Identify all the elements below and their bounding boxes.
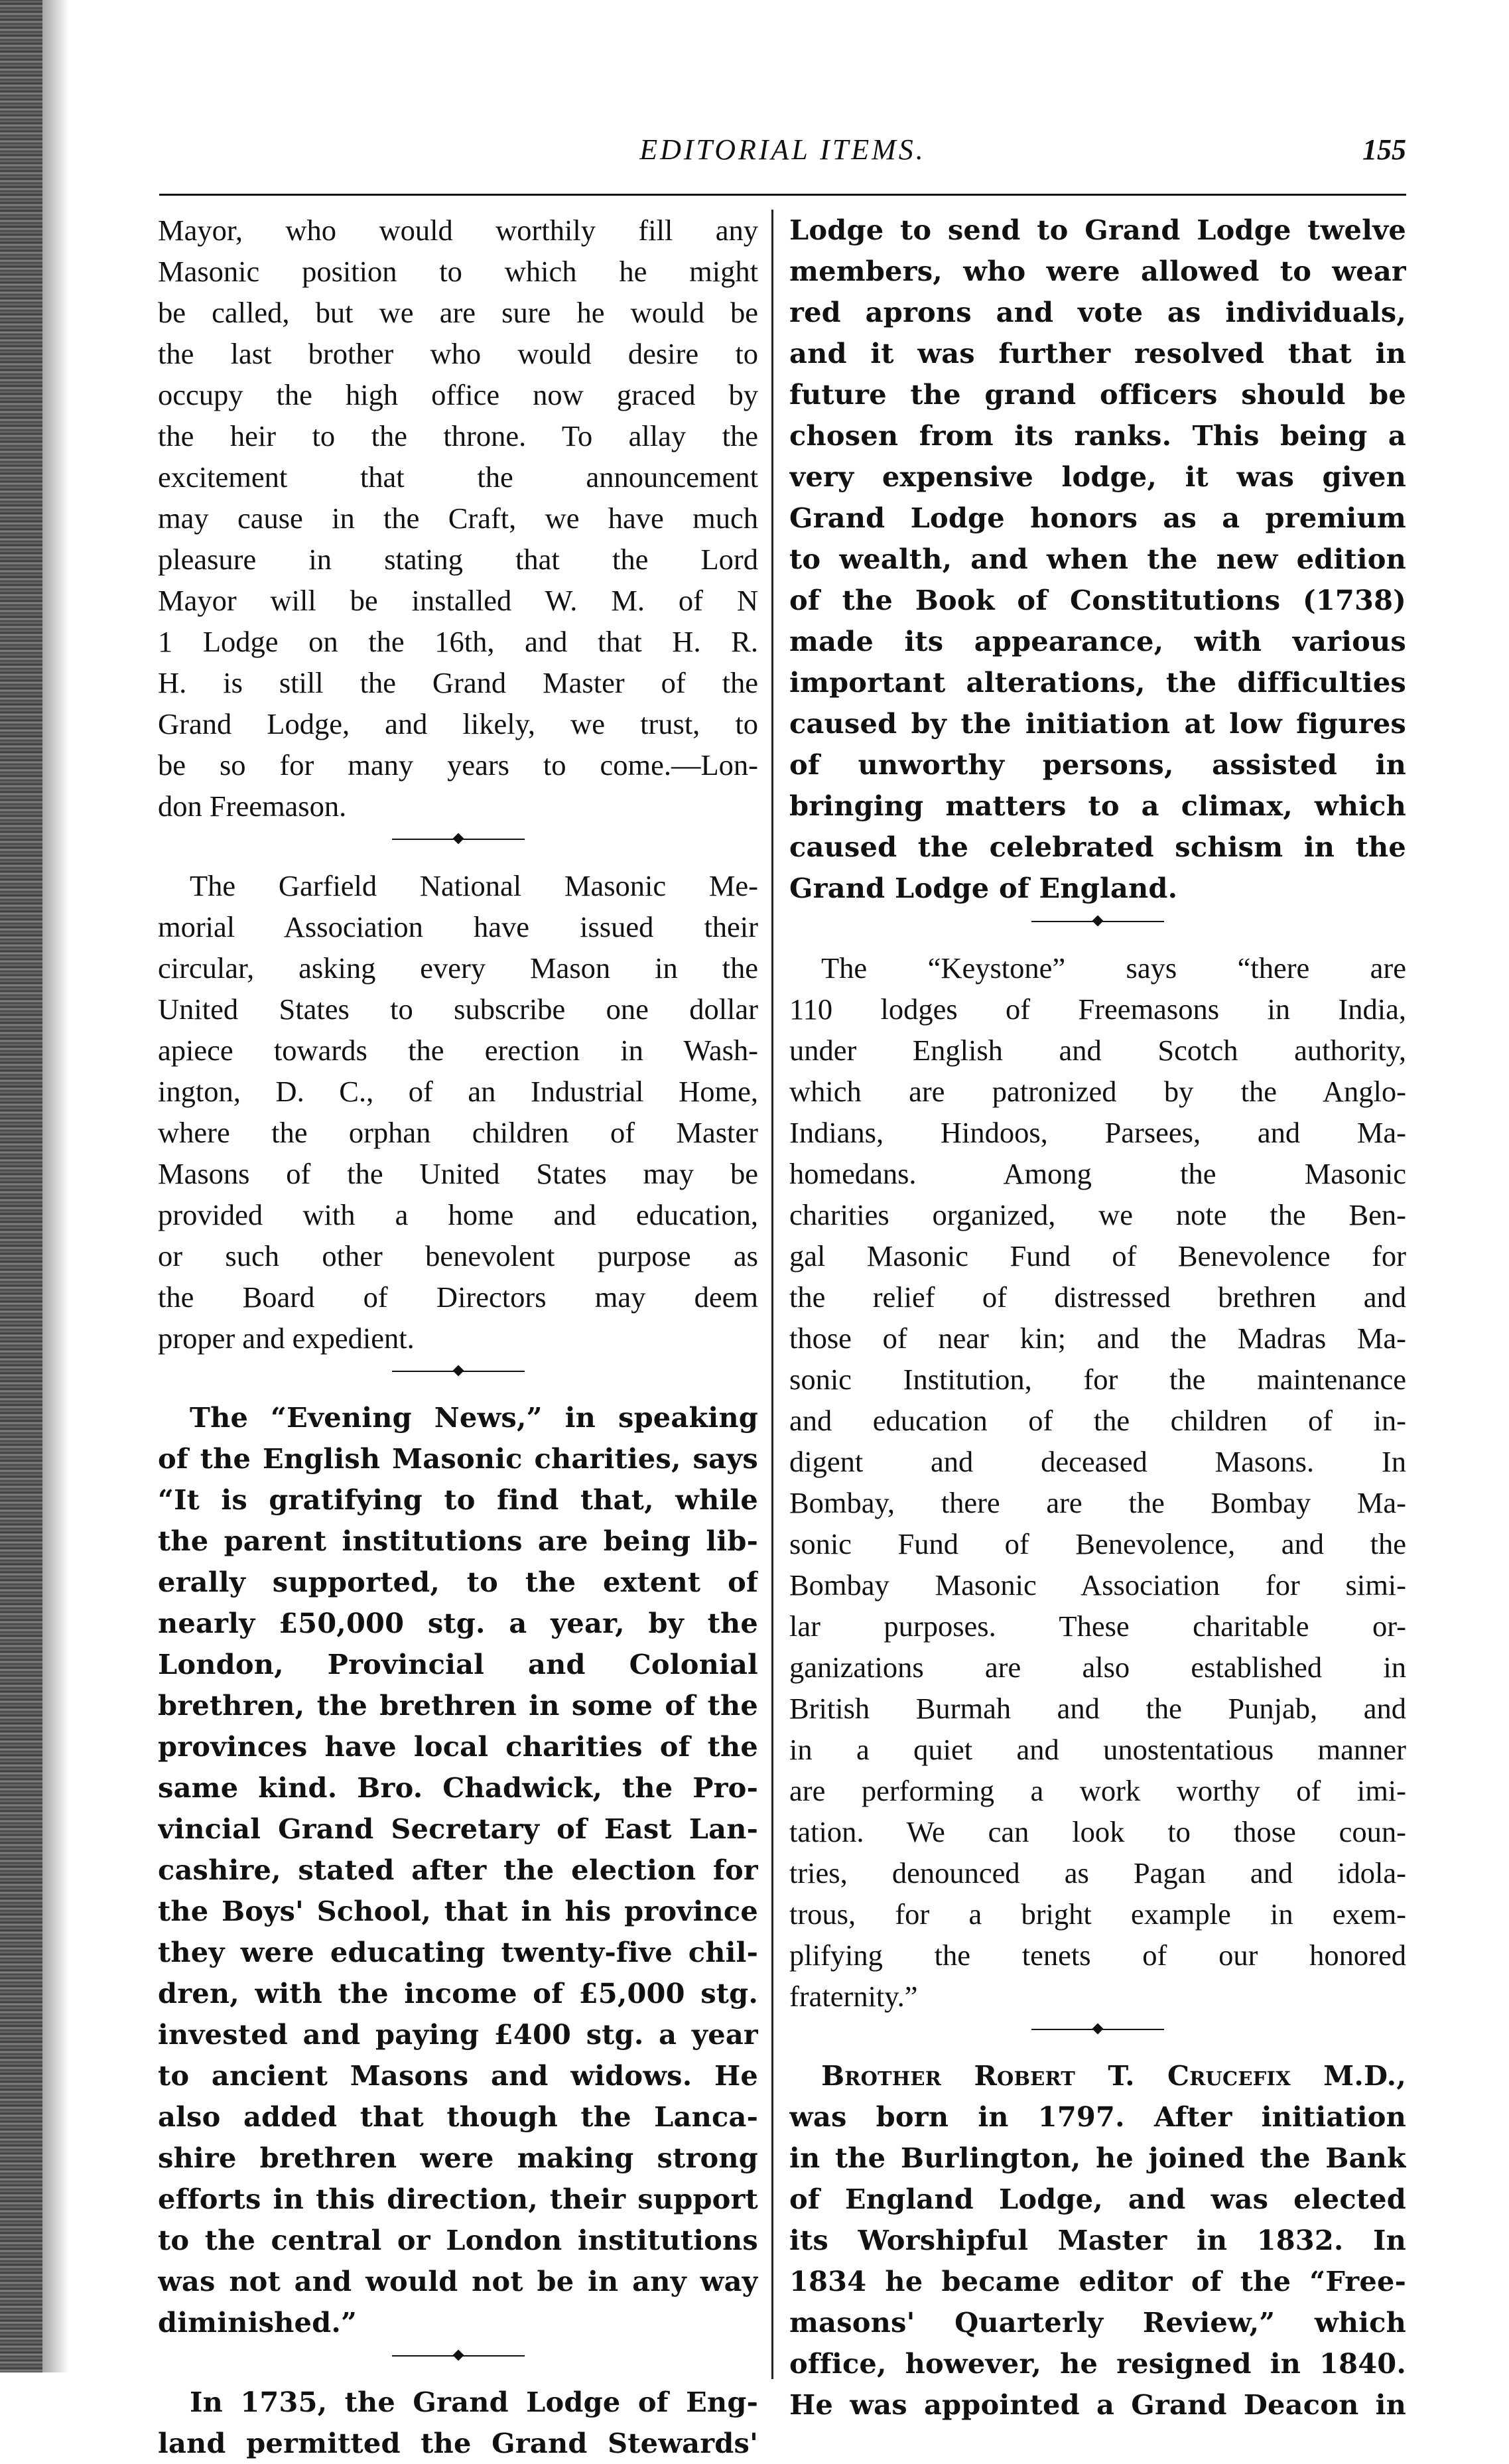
text-line: Indians, Hindoos, Parsees, and Ma- [789,1116,1406,1149]
text-line: to the central or London institutions [158,2224,758,2256]
text-line: the Boys' School, that in his province [158,1895,758,1927]
text-line: The Garfield National Masonic Me- [190,869,758,902]
running-title: EDITORIAL ITEMS. [639,133,926,166]
text-line: red aprons and vote as individuals, [789,296,1406,328]
text-line: Grand Lodge of England. [789,872,1178,904]
column-divider [771,210,773,2379]
text-line: and education of the children of in- [789,1404,1406,1437]
text-line: homedans. Among the Masonic [789,1157,1406,1190]
text-line: circular, asking every Mason in the [158,951,758,985]
text-line: plifying the tenets of our honored [789,1939,1406,1972]
text-line: sonic Institution, for the maintenance [789,1363,1406,1396]
text-line: The “Evening News,” in speaking [190,1401,758,1434]
text-line: under English and Scotch authority, [789,1034,1406,1067]
text-line: may cause in the Craft, we have much [158,502,758,535]
text-line: nearly £50,000 stg. a year, by the [158,1607,758,1639]
text-line: pleasure in stating that the Lord [158,543,758,576]
paragraph-garfield-memorial [158,865,758,1359]
text-line: which are patronized by the Anglo- [789,1075,1406,1108]
text-line: chosen from its ranks. This being a [789,419,1406,452]
text-line: same kind. Bro. Chadwick, the Pro- [158,1771,758,1804]
text-line: office, however, he resigned in 1840. [789,2347,1406,2380]
text-line: of England Lodge, and was elected [789,2183,1406,2215]
text-line: bringing matters to a climax, which [789,789,1406,822]
binding-shadow [42,0,69,2372]
text-line: or such other benevolent purpose as [158,1239,758,1272]
text-line: sonic Fund of Benevolence, and the [789,1527,1406,1560]
section-ornament [158,2349,758,2363]
book-binding-edge [0,0,42,2372]
text-line: The “Keystone” says “there are [821,951,1406,985]
text-line: ington, D. C., of an Industrial Home, [158,1075,758,1108]
text-line [789,2055,1406,2096]
text-line: 110 lodges of Freemasons in India, [789,992,1406,1026]
text-line: Lodge to send to Grand Lodge twelve [789,214,1406,246]
text-line: British Burmah and the Punjab, and [789,1692,1406,1725]
text-line: to ancient Masons and widows. He [158,2059,758,2092]
text-line: the relief of distressed brethren and [789,1280,1406,1314]
text-line: they were educating twenty-five chil- [158,1936,758,1968]
text-line: tries, denounced as Pagan and idola- [789,1856,1406,1889]
text-line: of the Book of Constitutions (1738) [789,584,1406,616]
text-line: important alterations, the difficulties [789,666,1406,699]
text-line: excitement that the announcement [158,460,758,494]
text-line: In 1735, the Grand Lodge of Eng- [190,2386,758,2418]
text-line: in a quiet and unostentatious manner [789,1733,1406,1766]
text-line: where the orphan children of Master [158,1116,758,1149]
text-line: He was appointed a Grand Deacon in [789,2388,1406,2421]
text-line: apiece towards the erection in Wash- [158,1034,758,1067]
text-line: cashire, stated after the election for [158,1854,758,1886]
header-rule [159,194,1406,196]
text-line: be so for many years to come.—Lon- [158,748,758,782]
text-line: provinces have local charities of the [158,1730,758,1763]
text-line: shire brethren were making strong [158,2142,758,2174]
text-line: its Worshipful Master in 1832. In [789,2224,1406,2256]
text-line: ganizations are also established in [789,1651,1406,1684]
text-line: to wealth, and when the new edition [789,543,1406,575]
text-line: Grand Lodge honors as a premium [789,502,1406,534]
text-line: 1834 he became editor of the “Free- [789,2265,1406,2297]
text-line: proper and expedient. [158,1322,415,1355]
text-line: land permitted the Grand Stewards' [158,2427,758,2459]
text-line: London, Provincial and Colonial [158,1648,758,1680]
text-line: United States to subscribe one dollar [158,992,758,1026]
text-line: gal Masonic Fund of Benevolence for [789,1239,1406,1272]
text-line: H. is still the Grand Master of the [158,666,758,699]
text-line: those of near kin; and the Madras Ma- [789,1322,1406,1355]
text-line: made its appearance, with various [789,625,1406,657]
text-line: be called, but we are sure he would be [158,296,758,329]
text-line: efforts in this direction, their support [158,2183,758,2215]
text-line: Grand Lodge, and likely, we trust, to [158,707,758,740]
text-line: the heir to the throne. To allay the [158,419,758,452]
text-line: caused the celebrated schism in the [789,831,1406,863]
page-number: 155 [1362,133,1406,166]
text-line: in the Burlington, he joined the Bank [789,2142,1406,2174]
paragraph-evening-news [158,1397,758,2343]
crucefix-title: M.D., [1290,2059,1406,2092]
text-line: members, who were allowed to wear [789,255,1406,287]
text-line: the last brother who would desire to [158,337,758,370]
text-line: Masonic position to which he might [158,255,758,288]
text-line: digent and deceased Masons. In [789,1445,1406,1478]
section-ornament [158,1364,758,1379]
text-line: vincial Grand Secretary of East Lan- [158,1813,758,1845]
crucefix-name: Brother Robert T. Crucefix [821,2059,1291,2092]
paragraph-grand-stewards [158,2382,758,2464]
text-line: Bombay Masonic Association for simi- [789,1568,1406,1602]
text-line: lar purposes. These charitable or- [789,1609,1406,1643]
text-line: was born in 1797. After initiation [789,2100,1406,2133]
right-column [789,210,1406,2426]
text-line: very expensive lodge, it was given [789,460,1406,493]
text-line: masons' Quarterly Review,” which [789,2306,1406,2339]
section-ornament [789,914,1406,929]
text-line: Mayor will be installed W. M. of N [158,584,758,617]
text-line: was not and would not be in any way [158,2265,758,2297]
text-line: morial Association have issued their [158,910,758,943]
text-line: of unworthy persons, assisted in [789,748,1406,781]
text-line: invested and paying £400 stg. a year [158,2018,758,2051]
text-line: Mayor, who would worthily fill any [158,214,758,247]
text-line: future the grand officers should be [789,378,1406,411]
section-ornament [158,832,758,847]
text-line: caused by the initiation at low figures [789,707,1406,740]
text-line: “It is gratifying to find that, while [158,1483,758,1516]
text-line: charities organized, we note the Ben- [789,1198,1406,1231]
text-line: of the English Masonic charities, says [158,1442,758,1475]
text-line: dren, with the income of £5,000 stg. [158,1977,758,2010]
paragraph-keystone-india [789,947,1406,2017]
text-line: brethren, the brethren in some of the [158,1689,758,1722]
text-line: tation. We can look to those coun- [789,1815,1406,1848]
text-line: also added that though the Lanca- [158,2100,758,2133]
text-line: Bombay, there are the Bombay Ma- [789,1486,1406,1519]
text-line: occupy the high office now graced by [158,378,758,411]
paragraph-crucefix [789,2055,1406,2426]
text-line: the parent institutions are being lib- [158,1525,758,1557]
text-line: are performing a work worthy of imi- [789,1774,1406,1807]
page-header [159,133,1406,179]
text-line: trous, for a bright example in exem- [789,1897,1406,1931]
text-line: Masons of the United States may be [158,1157,758,1190]
text-line: fraternity.” [789,1980,918,2013]
text-line: diminished.” [158,2306,358,2339]
paragraph-grand-stewards-continued [789,210,1406,909]
text-line: 1 Lodge on the 16th, and that H. R. [158,625,758,658]
left-column [158,210,758,2464]
text-line: don Freemason. [158,789,347,823]
section-ornament [789,2022,1406,2037]
text-line: provided with a home and education, [158,1198,758,1231]
text-line: erally supported, to the extent of [158,1566,758,1598]
text-line: the Board of Directors may deem [158,1280,758,1314]
paragraph-lord-mayor [158,210,758,827]
text-line: and it was further resolved that in [789,337,1406,370]
